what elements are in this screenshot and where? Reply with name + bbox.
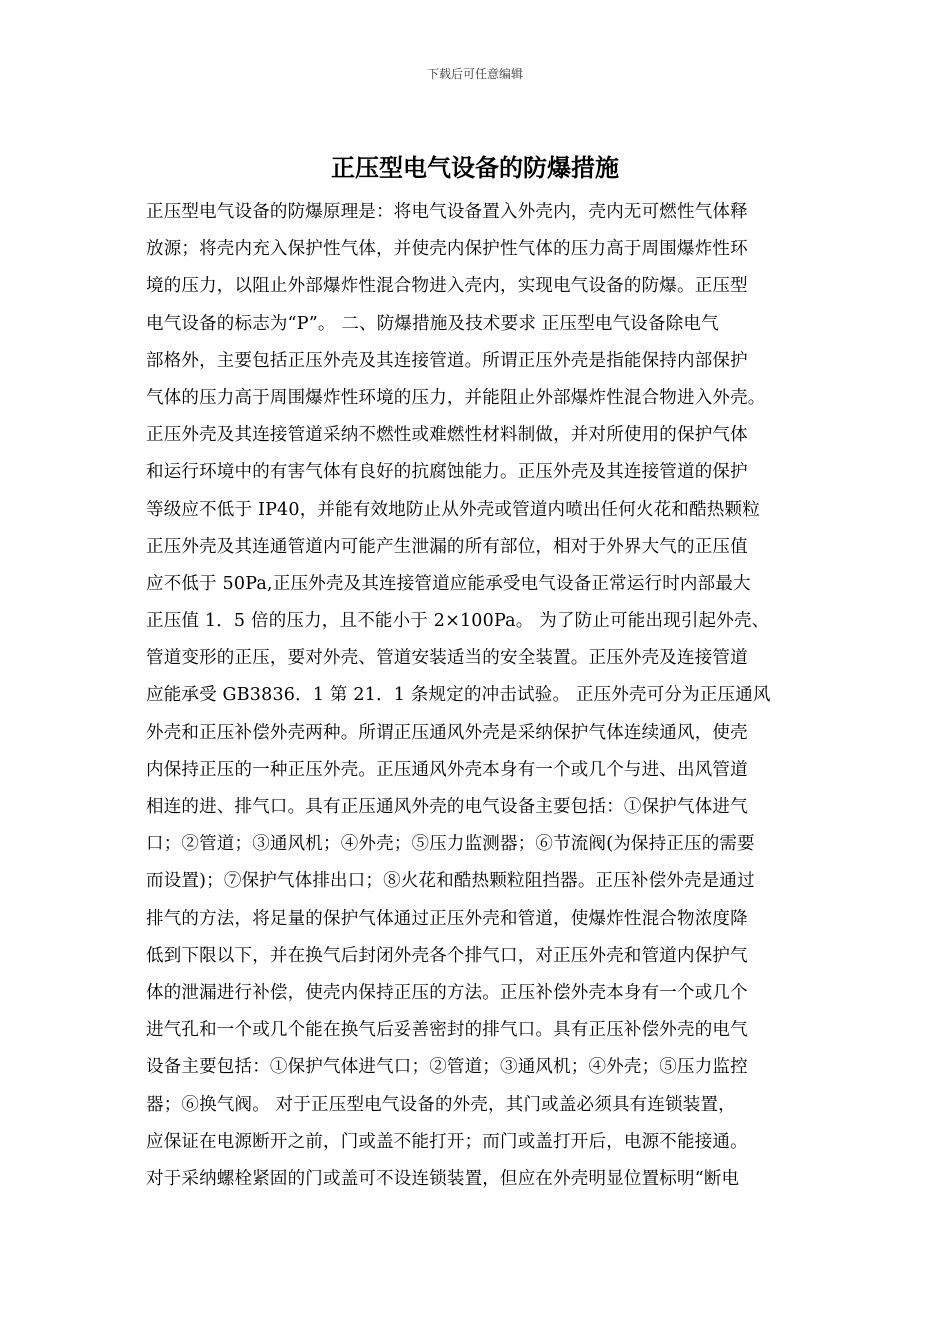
body-line: 放源；将壳内充入保护性气体，并使壳内保护性气体的压力高于周围爆炸性环 [146,239,748,260]
body-line: 等级应不低于 IP40，并能有效地防止从外壳或管道内喷出任何火花和酷热颗粒 [146,499,760,520]
body-line: 相连的进、排气口。具有正压通风外壳的电气设备主要包括：①保护气体进气 [146,797,748,817]
body-line: 和运行环境中的有害气体有良好的抗腐蚀能力。正压外壳及其连接管道的保护 [146,462,748,483]
body-line: 低到下限以下，并在换气后封闭外壳各个排气口，对正压外壳和管道内保护气 [146,945,748,966]
body-line: 正压外壳及其连接管道采纳不燃性或难燃性材料制做，并对所使用的保护气体 [146,425,748,446]
body-line: 境的压力，以阻止外部爆炸性混合物进入壳内，实现电气设备的防爆。正压型 [146,276,748,297]
body-line: 应能承受 GB3836．1 第 21．1 条规定的冲击试验。 正压外壳可分为正压通风 [146,685,771,706]
body-line: 正压型电气设备的防爆原理是：将电气设备置入外壳内，壳内无可燃性气体释 [146,202,748,222]
body-line: 应不低于 50Pa,正压外壳及其连接管道应能承受电气设备正常运行时内部最大 [146,573,751,594]
body-line: 排气的方法，将足量的保护气体通过正压外壳和管道，使爆炸性混合物浓度降 [146,908,748,929]
body-line: 进气孔和一个或几个能在换气后妥善密封的排气口。具有正压补偿外壳的电气 [146,1020,748,1041]
body-line: 设备主要包括：①保护气体进气口；②管道；③通风机；④外壳；⑤压力监控 [146,1057,748,1078]
body-line: 正压值 1．5 倍的压力，且不能小于 2×100Pa。 为了防止可能出现引起外壳、 [146,611,770,632]
page-header-note: 下载后可任意编辑 [426,67,523,81]
body-line: 正压外壳及其连通管道内可能产生泄漏的所有部位，相对于外界大气的正压值 [146,536,748,557]
body-line: 而设置)；⑦保护气体排出口；⑧火花和酷热颗粒阻挡器。正压补偿外壳是通过 [146,871,755,892]
body-line: 管道变形的正压，要对外壳、管道安装适当的安全装置。正压外壳及连接管道 [146,648,748,669]
body-line: 体的泄漏进行补偿，使壳内保持正压的方法。正压补偿外壳本身有一个或几个 [146,982,748,1003]
body-line: 外壳和正压补偿外壳两种。所谓正压通风外壳是采纳保护气体连续通风，使壳 [146,722,748,743]
body-line: 内保持正压的一种正压外壳。正压通风外壳本身有一个或几个与进、出风管道 [146,759,748,780]
body-line: 气体的压力高于周围爆炸性环境的压力，并能阻止外部爆炸性混合物进入外壳。 [146,387,766,408]
body-line: 对于采纳螺栓紧固的门或盖可不设连锁装置，但应在外壳明显位置标明“断电 [146,1168,740,1189]
document-title: 正压型电气设备的防爆措施 [331,154,619,182]
body-line: 部格外，主要包括正压外壳及其连接管道。所谓正压外壳是指能保持内部保护 [146,350,748,371]
document-body [146,194,821,1198]
body-line: 口；②管道；③通风机；④外壳；⑤压力监测器；⑥节流阀(为保持正压的需要 [146,834,755,855]
body-line: 应保证在电源断开之前，门或盖不能打开；而门或盖打开后，电源不能接通。 [146,1131,748,1152]
body-line: 器；⑥换气阀。 对于正压型电气设备的外壳，其门或盖必须具有连锁装置， [146,1094,736,1115]
body-line: 电气设备的标志为“P”。 二、防爆措施及技术要求 正压型电气设备除电气 [146,313,719,334]
